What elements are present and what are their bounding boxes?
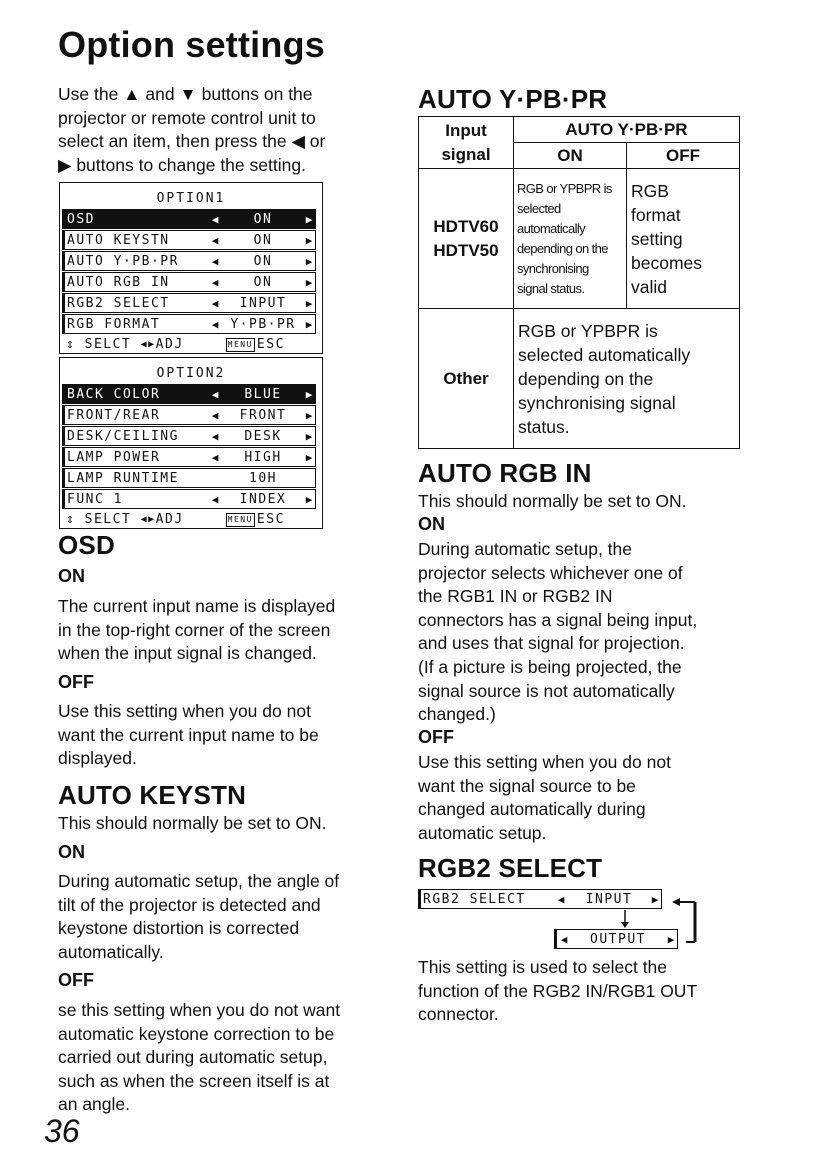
text-line: automatic keystone correction to be bbox=[58, 1023, 335, 1044]
text-line: automatic setup. bbox=[418, 822, 547, 843]
menu-row-lamp-runtime bbox=[62, 468, 316, 488]
intro-line: ▶ buttons to change the setting. bbox=[58, 154, 306, 175]
menu-key-icon: MENU bbox=[226, 513, 255, 527]
cell-line: depending on the bbox=[518, 368, 654, 389]
menu-row-front-rear bbox=[62, 405, 316, 425]
row-label: FUNC 1 bbox=[67, 491, 123, 507]
text-line: an angle. bbox=[58, 1094, 131, 1115]
cell-line: automatically bbox=[517, 220, 586, 236]
right-arrow-icon: ▶ bbox=[305, 317, 313, 331]
text-line: During automatic setup, the bbox=[418, 539, 633, 559]
text-line: and uses that signal for projection. bbox=[418, 633, 685, 654]
row-label: RGB FORMAT bbox=[67, 316, 161, 332]
diagram-output: OUTPUT bbox=[590, 931, 646, 947]
intro-text bbox=[58, 83, 388, 177]
text-line: signal source is not automatically bbox=[418, 680, 675, 701]
cell-line: valid bbox=[631, 276, 667, 297]
right-arrow-icon: ▶ bbox=[305, 233, 313, 247]
cell-line: selected bbox=[517, 200, 561, 216]
row1-off-cell bbox=[627, 169, 740, 309]
left-arrow-icon: ◀ bbox=[211, 233, 219, 247]
row-label: FRONT/REAR bbox=[67, 407, 161, 423]
row-value: Y·PB·PR bbox=[230, 316, 296, 332]
col-input-header bbox=[419, 117, 514, 169]
row2-signal: Other bbox=[419, 309, 514, 449]
menu-row-rgb-format bbox=[62, 314, 316, 334]
right-arrow-icon: ▶ bbox=[305, 492, 313, 506]
cell-line: status. bbox=[518, 416, 570, 437]
cell-line: signal status. bbox=[517, 280, 585, 296]
text-line: During automatic setup, the angle of bbox=[58, 871, 340, 891]
row-value: INDEX bbox=[239, 491, 287, 507]
menu-row-back-color bbox=[62, 384, 316, 404]
intro-line: select an item, then press the ◀ or bbox=[58, 131, 326, 152]
text-line: automatically. bbox=[58, 941, 164, 962]
option2-menu bbox=[59, 357, 323, 529]
left-arrow-icon: ◀ bbox=[560, 932, 568, 946]
text-line: displayed. bbox=[58, 748, 137, 769]
cell-line: depending on the bbox=[517, 240, 608, 256]
row-label: AUTO RGB IN bbox=[67, 274, 170, 290]
right-arrow-icon: ▶ bbox=[651, 892, 659, 906]
row-label: RGB2 SELECT bbox=[67, 295, 170, 311]
row-label: DESK/CEILING bbox=[67, 428, 179, 444]
cell-line: synchronising signal bbox=[518, 392, 676, 413]
auto-ypbpr-heading: AUTO Y·PB·PR bbox=[418, 84, 608, 114]
right-arrow-icon: ▶ bbox=[305, 212, 313, 226]
menu-row-lamp-power bbox=[62, 447, 316, 467]
left-arrow-icon: ◀ bbox=[211, 450, 219, 464]
footer-esc-label: ESC bbox=[256, 512, 285, 527]
menu-footer bbox=[60, 512, 322, 527]
row-value: ON bbox=[253, 211, 273, 227]
left-arrow-icon: ◀ bbox=[557, 892, 565, 906]
text-line: want the current input name to be bbox=[58, 724, 319, 745]
left-arrow-icon: ◀ bbox=[211, 317, 219, 331]
menu-row-osd bbox=[62, 209, 316, 229]
row-value: ON bbox=[253, 253, 273, 269]
auto-rgb-in-off-text bbox=[418, 751, 758, 845]
diagram-input: INPUT bbox=[585, 891, 633, 907]
osd-off-label: OFF bbox=[58, 672, 94, 692]
auto-keystn-off-label: OFF bbox=[58, 970, 94, 990]
row2-cell bbox=[514, 309, 740, 449]
col-group-header: AUTO Y·PB·PR bbox=[514, 117, 740, 143]
text-line: keystone distortion is corrected bbox=[58, 918, 300, 939]
option1-menu bbox=[59, 182, 323, 354]
menu-title: OPTION2 bbox=[156, 366, 226, 381]
right-arrow-icon: ▶ bbox=[305, 296, 313, 310]
row-label: LAMP POWER bbox=[67, 449, 161, 465]
osd-off-text bbox=[58, 700, 388, 771]
col-off-header: OFF bbox=[627, 143, 740, 169]
auto-keystn-off-text bbox=[58, 999, 393, 1117]
rgb2-select-heading: RGB2 SELECT bbox=[418, 853, 603, 883]
row-value: DESK bbox=[244, 428, 282, 444]
rgb2-diagram-output-row bbox=[554, 929, 678, 949]
footer-select-label: SELCT bbox=[84, 512, 132, 527]
menu-row-auto-keystn bbox=[62, 230, 316, 250]
cell-line: selected automatically bbox=[518, 344, 691, 365]
text-line: connector. bbox=[418, 1004, 499, 1025]
text-line: Use this setting when you do not bbox=[418, 752, 671, 772]
row-value: HIGH bbox=[244, 449, 282, 465]
cell-line: format bbox=[631, 204, 681, 225]
auto-rgb-in-on-text bbox=[418, 538, 758, 727]
left-arrow-icon: ◀ bbox=[211, 492, 219, 506]
right-arrow-icon: ▶ bbox=[305, 450, 313, 464]
row-label: OSD bbox=[67, 211, 95, 227]
menu-row-func1 bbox=[62, 489, 316, 509]
auto-keystn-on-label: ON bbox=[58, 842, 85, 862]
page-title: Option settings bbox=[58, 24, 325, 65]
page-number: 36 bbox=[44, 1113, 80, 1149]
cell-line: synchronising bbox=[517, 260, 589, 276]
left-right-icon: ◀▶ bbox=[140, 339, 156, 350]
auto-keystn-on-text bbox=[58, 870, 393, 964]
auto-ypbpr-table bbox=[418, 116, 740, 449]
row-label: AUTO Y·PB·PR bbox=[67, 253, 179, 269]
text-line: such as when the screen itself is at bbox=[58, 1070, 330, 1091]
header-line: Input bbox=[445, 120, 487, 140]
diagram-label: RGB2 SELECT bbox=[423, 891, 526, 907]
auto-rgb-in-heading: AUTO RGB IN bbox=[418, 458, 592, 488]
right-arrow-icon: ▶ bbox=[305, 275, 313, 289]
text-line: function of the RGB2 IN/RGB1 OUT bbox=[418, 980, 698, 1001]
cell-line: becomes bbox=[631, 252, 703, 273]
left-arrow-icon: ◀ bbox=[211, 275, 219, 289]
menu-row-auto-rgb-in bbox=[62, 272, 316, 292]
auto-rgb-in-on-label: ON bbox=[418, 514, 445, 534]
up-down-icon: ⇕ bbox=[66, 337, 76, 352]
menu-title: OPTION1 bbox=[156, 191, 226, 206]
osd-heading: OSD bbox=[58, 530, 115, 560]
right-arrow-icon: ▶ bbox=[305, 387, 313, 401]
text-line: when the input signal is changed. bbox=[58, 643, 317, 664]
menu-row-desk-ceiling bbox=[62, 426, 316, 446]
text-line: Use this setting when you do not bbox=[58, 701, 311, 721]
cell-line: setting bbox=[631, 228, 683, 249]
text-line: carried out during automatic setup, bbox=[58, 1047, 328, 1068]
footer-adj-label: ADJ bbox=[155, 512, 184, 527]
header-line: signal bbox=[441, 144, 491, 164]
auto-rgb-in-intro: This should normally be set to ON. bbox=[418, 491, 687, 511]
left-arrow-icon: ◀ bbox=[211, 296, 219, 310]
row-value: 10H bbox=[249, 470, 277, 486]
auto-rgb-in-off-label: OFF bbox=[418, 727, 454, 747]
left-arrow-icon: ◀ bbox=[211, 387, 219, 401]
intro-line: projector or remote control unit to bbox=[58, 107, 316, 128]
cell-line: RGB or YPBPR is bbox=[518, 320, 658, 341]
row-value: ON bbox=[253, 232, 273, 248]
row-label: AUTO KEYSTN bbox=[67, 232, 170, 248]
text-line: tilt of the projector is detected and bbox=[58, 894, 321, 915]
cell-line: RGB bbox=[631, 180, 669, 201]
row-value: INPUT bbox=[239, 295, 287, 311]
footer-esc-label: ESC bbox=[256, 337, 285, 352]
left-arrow-icon: ◀ bbox=[211, 254, 219, 268]
text-line: want the signal source to be bbox=[418, 775, 636, 796]
footer-select-label: SELCT bbox=[84, 337, 132, 352]
up-down-icon: ⇕ bbox=[66, 512, 76, 527]
row-value: FRONT bbox=[239, 407, 287, 423]
right-arrow-icon: ▶ bbox=[667, 932, 675, 946]
row1-signal bbox=[419, 169, 514, 309]
text-line: The current input name is displayed bbox=[58, 596, 336, 616]
osd-on-text bbox=[58, 595, 388, 666]
rgb2-select-text bbox=[418, 956, 758, 1027]
row-value: ON bbox=[253, 274, 273, 290]
left-right-icon: ◀▶ bbox=[140, 514, 156, 525]
menu-footer bbox=[60, 337, 322, 352]
row-label: BACK COLOR bbox=[67, 386, 161, 402]
footer-adj-label: ADJ bbox=[155, 337, 184, 352]
row1-on-cell bbox=[514, 169, 627, 309]
text-line: se this setting when you do not want bbox=[58, 1000, 341, 1020]
text-line: changed automatically during bbox=[418, 799, 646, 820]
right-arrow-icon: ▶ bbox=[305, 254, 313, 268]
auto-keystn-heading: AUTO KEYSTN bbox=[58, 780, 247, 810]
signal-line: HDTV60 bbox=[433, 216, 499, 236]
menu-row-rgb2-select bbox=[62, 293, 316, 313]
row-label: LAMP RUNTIME bbox=[67, 470, 179, 486]
row-value: BLUE bbox=[244, 386, 282, 402]
text-line: projector selects whichever one of bbox=[418, 562, 683, 583]
text-line: (If a picture is being projected, the bbox=[418, 656, 682, 677]
auto-keystn-intro: This should normally be set to ON. bbox=[58, 813, 327, 833]
menu-key-icon: MENU bbox=[226, 338, 255, 352]
intro-line: Use the ▲ and ▼ buttons on the bbox=[58, 84, 313, 104]
osd-on-label: ON bbox=[58, 566, 85, 586]
signal-line: HDTV50 bbox=[433, 240, 499, 260]
text-line: the RGB1 IN or RGB2 IN bbox=[418, 586, 613, 607]
col-on-header: ON bbox=[514, 143, 627, 169]
text-line: This setting is used to select the bbox=[418, 957, 668, 977]
text-line: in the top-right corner of the screen bbox=[58, 619, 331, 640]
left-arrow-icon: ◀ bbox=[211, 408, 219, 422]
left-arrow-icon: ◀ bbox=[211, 212, 219, 226]
cell-line: RGB or YPBPR is bbox=[517, 180, 612, 196]
text-line: connectors has a signal being input, bbox=[418, 609, 698, 630]
menu-row-auto-ypbpr bbox=[62, 251, 316, 271]
right-arrow-icon: ▶ bbox=[305, 429, 313, 443]
right-arrow-icon: ▶ bbox=[305, 408, 313, 422]
left-arrow-icon: ◀ bbox=[211, 429, 219, 443]
text-line: changed.) bbox=[418, 704, 496, 725]
